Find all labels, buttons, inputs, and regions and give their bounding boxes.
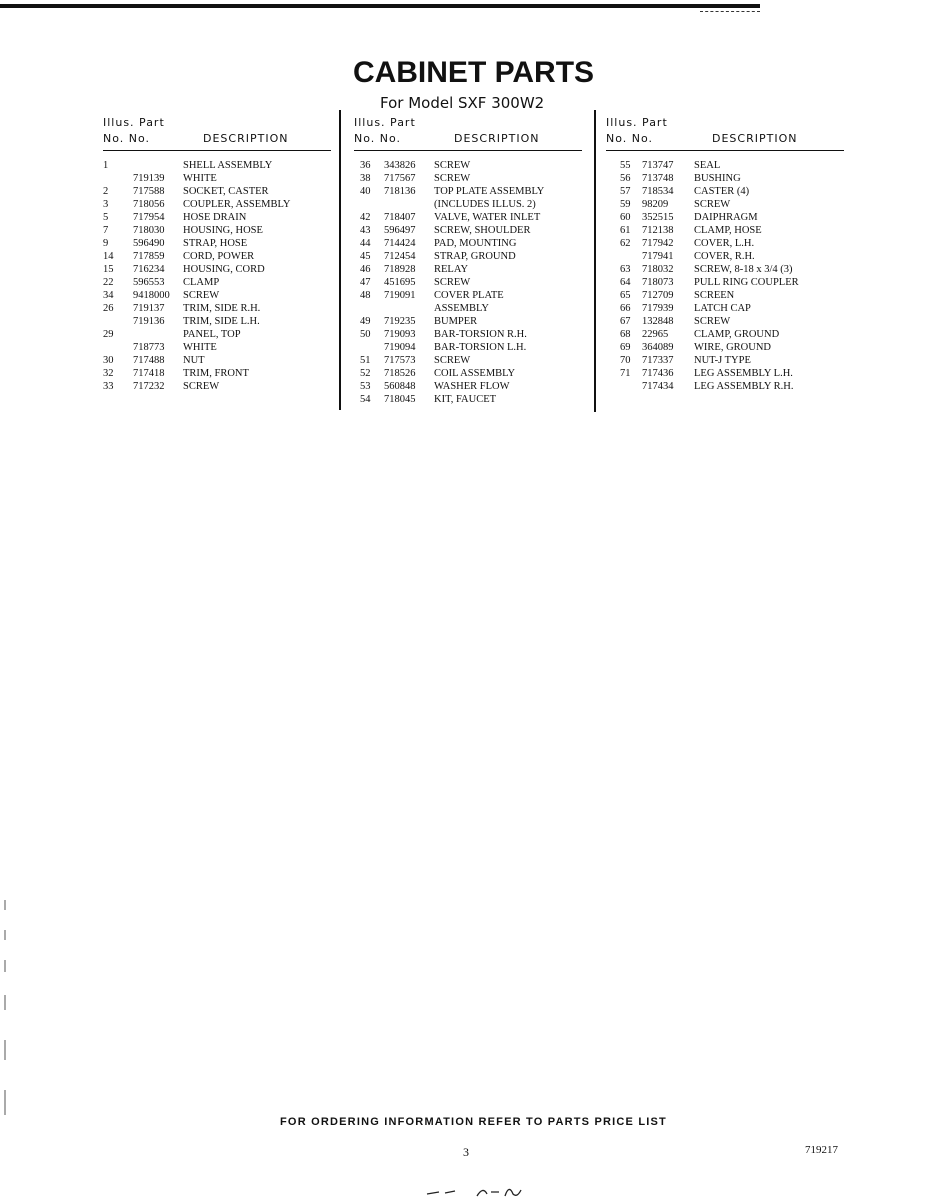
parts-row bbox=[103, 368, 333, 381]
part-number: 718407 bbox=[384, 212, 416, 223]
header-illus-part: Illus. Part bbox=[103, 116, 165, 129]
parts-row bbox=[103, 251, 333, 264]
part-description: RELAY bbox=[434, 264, 469, 275]
illus-number: 55 bbox=[620, 160, 631, 171]
part-number: 596490 bbox=[133, 238, 165, 249]
illus-number: 49 bbox=[360, 316, 371, 327]
part-description: (INCLUDES ILLUS. 2) bbox=[434, 199, 536, 210]
illus-number: 64 bbox=[620, 277, 631, 288]
part-number: 717954 bbox=[133, 212, 165, 223]
part-description: PULL RING COUPLER bbox=[694, 277, 799, 288]
parts-row bbox=[354, 381, 586, 394]
part-description: TRIM, SIDE L.H. bbox=[183, 316, 260, 327]
part-description: CORD, POWER bbox=[183, 251, 255, 262]
illus-number: 48 bbox=[360, 290, 371, 301]
part-number: 132848 bbox=[642, 316, 674, 327]
part-number: 718928 bbox=[384, 264, 416, 275]
part-description: SCREW, 8-18 x 3/4 (3) bbox=[694, 264, 793, 275]
header-no-no: No. No. bbox=[354, 132, 402, 145]
parts-row bbox=[354, 368, 586, 381]
part-description: WIRE, GROUND bbox=[694, 342, 771, 353]
top-border-dash bbox=[700, 11, 760, 12]
part-number: 717436 bbox=[642, 368, 674, 379]
illus-number: 66 bbox=[620, 303, 631, 314]
part-number: 717337 bbox=[642, 355, 674, 366]
illus-number: 52 bbox=[360, 368, 371, 379]
part-description: TRIM, SIDE R.H. bbox=[183, 303, 261, 314]
parts-row bbox=[354, 342, 586, 355]
part-description: SCREW, SHOULDER bbox=[434, 225, 531, 236]
parts-row bbox=[606, 290, 846, 303]
part-number: 98209 bbox=[642, 199, 669, 210]
part-description: WASHER FLOW bbox=[434, 381, 510, 392]
part-number: 719136 bbox=[133, 316, 165, 327]
illus-number: 26 bbox=[103, 303, 114, 314]
parts-row bbox=[103, 355, 333, 368]
illus-number: 36 bbox=[360, 160, 371, 171]
header-description: DESCRIPTION bbox=[203, 132, 289, 145]
header-rule bbox=[103, 150, 331, 151]
part-description: LEG ASSEMBLY L.H. bbox=[694, 368, 793, 379]
parts-row bbox=[354, 251, 586, 264]
part-number: 717232 bbox=[133, 381, 165, 392]
part-number: 712138 bbox=[642, 225, 674, 236]
top-border-rule bbox=[0, 4, 760, 8]
column-divider bbox=[594, 110, 596, 412]
illus-number: 1 bbox=[103, 160, 109, 171]
part-number: 719091 bbox=[384, 290, 416, 301]
parts-row bbox=[606, 251, 846, 264]
part-description: COVER PLATE bbox=[434, 290, 504, 301]
parts-row bbox=[354, 212, 586, 225]
parts-row bbox=[103, 173, 333, 186]
page-title: CABINET PARTS bbox=[352, 56, 595, 89]
part-number: 718030 bbox=[133, 225, 165, 236]
illus-number: 9 bbox=[103, 238, 109, 249]
illus-number: 59 bbox=[620, 199, 631, 210]
part-number: 717567 bbox=[384, 173, 416, 184]
illus-number: 62 bbox=[620, 238, 631, 249]
part-number: 596553 bbox=[133, 277, 165, 288]
parts-row bbox=[103, 212, 333, 225]
parts-row bbox=[354, 160, 586, 173]
illus-number: 33 bbox=[103, 381, 114, 392]
parts-row bbox=[354, 238, 586, 251]
part-description: STRAP, HOSE bbox=[183, 238, 248, 249]
illus-number: 56 bbox=[620, 173, 631, 184]
part-description: PAD, MOUNTING bbox=[434, 238, 517, 249]
illus-number: 3 bbox=[103, 199, 109, 210]
illus-number: 69 bbox=[620, 342, 631, 353]
illus-number: 2 bbox=[103, 186, 109, 197]
part-number: 717942 bbox=[642, 238, 674, 249]
page-number: 3 bbox=[463, 1145, 469, 1159]
part-number: 451695 bbox=[384, 277, 416, 288]
part-description: LATCH CAP bbox=[694, 303, 751, 314]
parts-row bbox=[606, 303, 846, 316]
page-subtitle: For Model SXF 300W2 bbox=[380, 94, 545, 112]
column-divider bbox=[339, 110, 341, 410]
part-number: 713747 bbox=[642, 160, 674, 171]
parts-row bbox=[103, 342, 333, 355]
part-number: 343826 bbox=[384, 160, 416, 171]
part-number: 718045 bbox=[384, 394, 416, 405]
part-number: 364089 bbox=[642, 342, 674, 353]
parts-list bbox=[103, 160, 333, 394]
parts-row bbox=[103, 290, 333, 303]
parts-row bbox=[354, 173, 586, 186]
part-description: CASTER (4) bbox=[694, 186, 750, 197]
illus-number: 34 bbox=[103, 290, 114, 301]
parts-row bbox=[606, 212, 846, 225]
part-description: TOP PLATE ASSEMBLY bbox=[434, 186, 545, 197]
part-number: 560848 bbox=[384, 381, 416, 392]
parts-row bbox=[103, 277, 333, 290]
part-description: SCREW bbox=[183, 290, 220, 301]
part-description: COIL ASSEMBLY bbox=[434, 368, 516, 379]
ordering-info-footer: FOR ORDERING INFORMATION REFER TO PARTS PRICE LIST bbox=[280, 1116, 667, 1128]
part-description: COUPLER, ASSEMBLY bbox=[183, 199, 291, 210]
illus-number: 43 bbox=[360, 225, 371, 236]
part-description: SCREW bbox=[694, 199, 731, 210]
illus-number: 44 bbox=[360, 238, 371, 249]
illus-number: 22 bbox=[103, 277, 114, 288]
part-number: 719094 bbox=[384, 342, 416, 353]
parts-row bbox=[606, 238, 846, 251]
parts-row bbox=[354, 199, 586, 212]
part-number: 718073 bbox=[642, 277, 674, 288]
part-number: 717859 bbox=[133, 251, 165, 262]
illus-number: 67 bbox=[620, 316, 631, 327]
parts-row bbox=[103, 238, 333, 251]
part-description: STRAP, GROUND bbox=[434, 251, 516, 262]
illus-number: 54 bbox=[360, 394, 371, 405]
part-description: WHITE bbox=[183, 342, 217, 353]
parts-row bbox=[103, 225, 333, 238]
parts-row bbox=[606, 277, 846, 290]
illus-number: 68 bbox=[620, 329, 631, 340]
parts-row bbox=[606, 355, 846, 368]
part-number: 717588 bbox=[133, 186, 165, 197]
parts-row bbox=[606, 199, 846, 212]
part-number: 719137 bbox=[133, 303, 165, 314]
illus-number: 40 bbox=[360, 186, 371, 197]
part-description: VALVE, WATER INLET bbox=[434, 212, 541, 223]
parts-row bbox=[354, 355, 586, 368]
part-description: CLAMP, GROUND bbox=[694, 329, 780, 340]
illus-number: 30 bbox=[103, 355, 114, 366]
parts-row bbox=[606, 329, 846, 342]
illus-number: 53 bbox=[360, 381, 371, 392]
part-number: 714424 bbox=[384, 238, 416, 249]
parts-column-1 bbox=[103, 114, 333, 394]
part-description: ASSEMBLY bbox=[434, 303, 489, 314]
parts-row bbox=[354, 277, 586, 290]
part-number: 717941 bbox=[642, 251, 674, 262]
part-description: LEG ASSEMBLY R.H. bbox=[694, 381, 794, 392]
parts-row bbox=[103, 264, 333, 277]
part-number: 718534 bbox=[642, 186, 674, 197]
part-description: KIT, FAUCET bbox=[434, 394, 497, 405]
parts-row bbox=[103, 186, 333, 199]
part-description: SEAL bbox=[694, 160, 721, 171]
part-number: 717939 bbox=[642, 303, 674, 314]
part-description: BAR-TORSION R.H. bbox=[434, 329, 527, 340]
part-number: 719235 bbox=[384, 316, 416, 327]
part-description: CLAMP bbox=[183, 277, 220, 288]
part-number: 717488 bbox=[133, 355, 165, 366]
part-number: 712709 bbox=[642, 290, 674, 301]
column-header bbox=[354, 114, 586, 150]
parts-list bbox=[354, 160, 586, 407]
part-number: 712454 bbox=[384, 251, 416, 262]
parts-row bbox=[606, 160, 846, 173]
parts-row bbox=[354, 316, 586, 329]
part-description: SCREW bbox=[434, 355, 471, 366]
part-description: NUT bbox=[183, 355, 205, 366]
part-description: BUSHING bbox=[694, 173, 741, 184]
part-number: 717434 bbox=[642, 381, 674, 392]
column-header bbox=[103, 114, 333, 150]
illus-number: 57 bbox=[620, 186, 631, 197]
part-number: 22965 bbox=[642, 329, 669, 340]
part-description: HOSE DRAIN bbox=[183, 212, 247, 223]
part-description: SCREW bbox=[694, 316, 731, 327]
part-number: 718136 bbox=[384, 186, 416, 197]
part-description: SCREW bbox=[183, 381, 220, 392]
illus-number: 50 bbox=[360, 329, 371, 340]
part-description: SCREW bbox=[434, 173, 471, 184]
header-rule bbox=[606, 150, 844, 151]
part-description: COVER, L.H. bbox=[694, 238, 755, 249]
header-rule bbox=[354, 150, 582, 151]
scan-edge-marks bbox=[3, 900, 7, 1130]
parts-row bbox=[103, 160, 333, 173]
parts-row bbox=[606, 381, 846, 394]
header-no-no: No. No. bbox=[103, 132, 151, 145]
illus-number: 47 bbox=[360, 277, 371, 288]
part-number: 718032 bbox=[642, 264, 674, 275]
part-description: SOCKET, CASTER bbox=[183, 186, 269, 197]
part-number: 716234 bbox=[133, 264, 165, 275]
illus-number: 46 bbox=[360, 264, 371, 275]
illus-number: 63 bbox=[620, 264, 631, 275]
part-description: PANEL, TOP bbox=[183, 329, 241, 340]
part-description: WHITE bbox=[183, 173, 217, 184]
illus-number: 29 bbox=[103, 329, 114, 340]
illus-number: 42 bbox=[360, 212, 371, 223]
parts-row bbox=[103, 199, 333, 212]
part-description: SHELL ASSEMBLY bbox=[183, 160, 273, 171]
illus-number: 70 bbox=[620, 355, 631, 366]
illus-number: 61 bbox=[620, 225, 631, 236]
illus-number: 15 bbox=[103, 264, 114, 275]
part-number: 9418000 bbox=[133, 290, 170, 301]
parts-row bbox=[606, 368, 846, 381]
part-description: CLAMP, HOSE bbox=[694, 225, 762, 236]
part-description: BAR-TORSION L.H. bbox=[434, 342, 527, 353]
header-description: DESCRIPTION bbox=[712, 132, 798, 145]
part-description: NUT-J TYPE bbox=[694, 355, 751, 366]
part-number: 713748 bbox=[642, 173, 674, 184]
part-number: 719139 bbox=[133, 173, 165, 184]
part-description: SCREW bbox=[434, 277, 471, 288]
illus-number: 51 bbox=[360, 355, 371, 366]
parts-row bbox=[354, 264, 586, 277]
part-number: 719093 bbox=[384, 329, 416, 340]
part-description: HOUSING, CORD bbox=[183, 264, 265, 275]
column-header bbox=[606, 114, 846, 150]
part-description: DAIPHRAGM bbox=[694, 212, 758, 223]
part-number: 717418 bbox=[133, 368, 165, 379]
illus-number: 14 bbox=[103, 251, 114, 262]
parts-row bbox=[103, 316, 333, 329]
header-no-no: No. No. bbox=[606, 132, 654, 145]
parts-row bbox=[354, 303, 586, 316]
header-illus-part: Illus. Part bbox=[606, 116, 668, 129]
parts-row bbox=[103, 381, 333, 394]
part-number: 352515 bbox=[642, 212, 674, 223]
part-number: 718526 bbox=[384, 368, 416, 379]
part-number: 717573 bbox=[384, 355, 416, 366]
handwritten-mark bbox=[425, 1180, 525, 1200]
parts-row bbox=[354, 394, 586, 407]
header-description: DESCRIPTION bbox=[454, 132, 540, 145]
parts-row bbox=[354, 186, 586, 199]
parts-column-2 bbox=[354, 114, 586, 407]
parts-row bbox=[606, 173, 846, 186]
parts-row bbox=[606, 264, 846, 277]
illus-number: 7 bbox=[103, 225, 109, 236]
document-number: 719217 bbox=[805, 1144, 838, 1156]
illus-number: 65 bbox=[620, 290, 631, 301]
parts-row bbox=[606, 225, 846, 238]
parts-row bbox=[354, 329, 586, 342]
parts-row bbox=[103, 303, 333, 316]
part-description: COVER, R.H. bbox=[694, 251, 755, 262]
part-number: 718773 bbox=[133, 342, 165, 353]
illus-number: 60 bbox=[620, 212, 631, 223]
part-description: SCREEN bbox=[694, 290, 735, 301]
header-illus-part: Illus. Part bbox=[354, 116, 416, 129]
part-description: BUMPER bbox=[434, 316, 478, 327]
parts-column-3 bbox=[606, 114, 846, 394]
parts-row bbox=[354, 225, 586, 238]
parts-row bbox=[606, 186, 846, 199]
part-description: TRIM, FRONT bbox=[183, 368, 249, 379]
parts-row bbox=[606, 342, 846, 355]
parts-row bbox=[354, 290, 586, 303]
parts-list bbox=[606, 160, 846, 394]
illus-number: 5 bbox=[103, 212, 109, 223]
part-description: SCREW bbox=[434, 160, 471, 171]
illus-number: 38 bbox=[360, 173, 371, 184]
parts-row bbox=[606, 316, 846, 329]
part-description: HOUSING, HOSE bbox=[183, 225, 263, 236]
parts-row bbox=[103, 329, 333, 342]
illus-number: 32 bbox=[103, 368, 114, 379]
illus-number: 71 bbox=[620, 368, 631, 379]
part-number: 718056 bbox=[133, 199, 165, 210]
illus-number: 45 bbox=[360, 251, 371, 262]
part-number: 596497 bbox=[384, 225, 416, 236]
